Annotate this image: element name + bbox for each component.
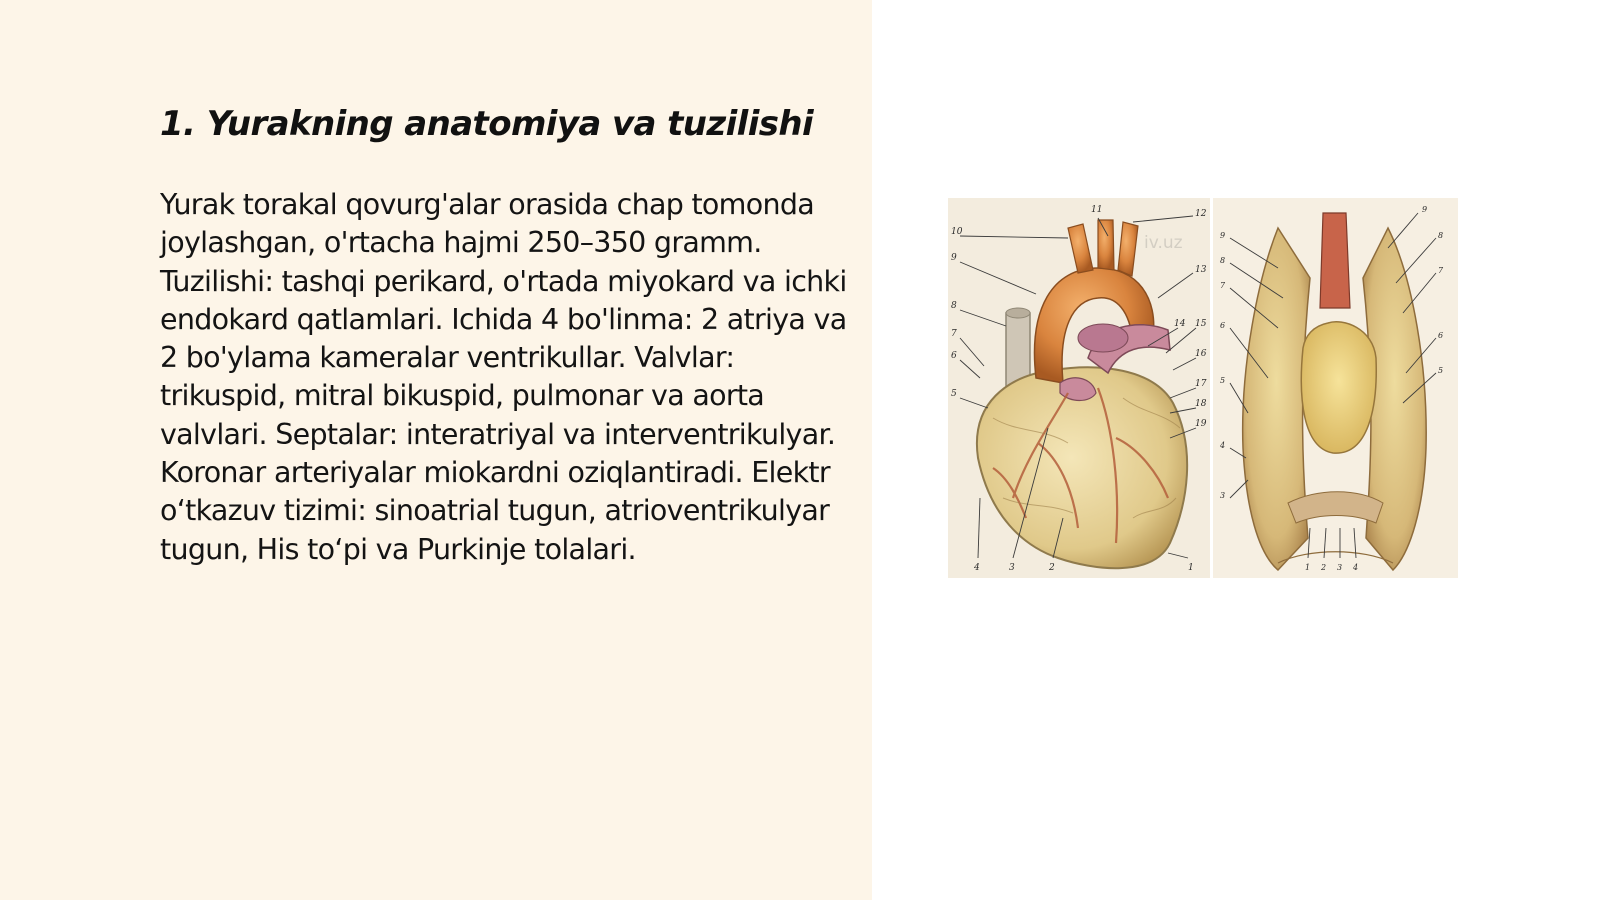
- figure-label: 14: [1174, 319, 1186, 329]
- figure-watermark: iv.uz: [1144, 233, 1183, 253]
- figure-label: 3: [1337, 563, 1343, 572]
- figure-label: 5: [951, 389, 957, 399]
- figure-label: 7: [1438, 266, 1444, 275]
- inner-heart: [1301, 322, 1376, 453]
- figure-label: 19: [1195, 419, 1207, 429]
- figure-label: 18: [1195, 399, 1207, 409]
- figure-label: 4: [1353, 563, 1359, 572]
- figure-label: 6: [1220, 321, 1226, 330]
- figure-label: 7: [951, 329, 957, 339]
- figure-label: 16: [1195, 349, 1207, 359]
- figure-label: 15: [1195, 319, 1207, 329]
- figure-label: 8: [951, 301, 957, 311]
- figure-label: 17: [1195, 379, 1207, 389]
- trachea: [1320, 213, 1350, 308]
- figure-label: 13: [1195, 265, 1207, 275]
- figure-label: 3: [1220, 491, 1226, 500]
- figure-label: 6: [951, 351, 957, 361]
- figure-label: 2: [1321, 563, 1327, 572]
- figure-label: 6: [1438, 331, 1444, 340]
- figure-label: 11: [1091, 205, 1103, 215]
- figure-label: 4: [1220, 441, 1226, 450]
- figure-label: 5: [1220, 376, 1226, 385]
- slide-title: 1. Yurakning anatomiya va tuzilishi: [160, 104, 814, 144]
- figure-label: 2: [1049, 563, 1055, 573]
- figure-label: 9: [1422, 205, 1428, 214]
- figure-label: 10: [951, 227, 963, 237]
- figure-label: 12: [1195, 209, 1207, 219]
- aortic-branch-2: [1098, 220, 1114, 270]
- figure-label: 8: [1438, 231, 1444, 240]
- figure-label: 8: [1220, 256, 1226, 265]
- figure-label: 9: [951, 253, 957, 263]
- figure-label: 7: [1220, 281, 1226, 290]
- slide-body-text: Yurak torakal qovurg'alar orasida chap tomonda joylashgan, o'rtacha hajmi 250–350 gramm. Tuzilishi: tashqi perikard, o'rtada miyokard va ichki endokard qatlamlari. Ichida 4 bo'linma: 2 atriya va 2 bo'ylama kameralar ventrikullar. Valvlar: trikuspid, mitral bikuspid, pulmonar va aorta valvlari. Septalar: interatriyal va interventrikulyar. Koronar arteriyalar miokardni oziqlantiradi. Elektr o‘tkazuv tizimi: sinoatrial tugun, atrioventrikulyar tugun, His to‘pi va Purkinje tolalari.: [160, 188, 847, 566]
- figure-label: 1: [1188, 563, 1194, 573]
- figure-label: 9: [1220, 231, 1226, 240]
- heart-anatomy-illustration: [948, 198, 1458, 578]
- figure-label: 4: [974, 563, 980, 573]
- figure-label: 1: [1305, 563, 1311, 572]
- figure-label: 3: [1009, 563, 1015, 573]
- figure-label: 5: [1438, 366, 1444, 375]
